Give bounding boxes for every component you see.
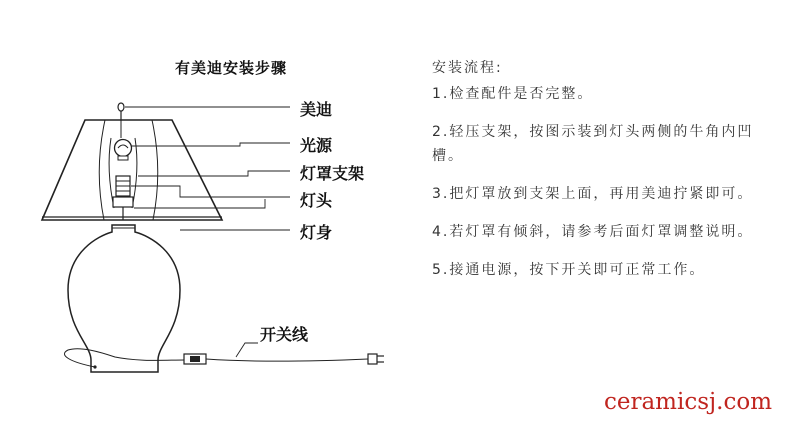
- step-2: 2.轻压支架，按图示装到灯头两侧的牛角内凹槽。: [432, 124, 754, 164]
- switch-icon: [184, 354, 206, 364]
- lamp-body-outline: [68, 225, 180, 372]
- power-cord-inner: [64, 349, 185, 367]
- diagram-title: 有美迪安装步骤: [175, 59, 288, 77]
- shade-inner-right: [152, 120, 158, 220]
- power-cord-outer: [206, 359, 368, 361]
- step-1: 1.检查配件是否完整。: [432, 86, 594, 102]
- step-5: 5.接通电源，按下开关即可正常工作。: [432, 262, 706, 278]
- label-lamp-holder: 灯头: [300, 191, 333, 210]
- leader-lines: [125, 107, 290, 357]
- watermark: ceramicsj.com: [603, 389, 772, 415]
- label-light-source: 光源: [300, 136, 333, 155]
- label-switch-cord: 开关线: [260, 325, 309, 344]
- lamp-holder-icon: [113, 176, 133, 220]
- finial-icon: [118, 103, 124, 121]
- label-lamp-body: 灯身: [300, 223, 333, 242]
- step-3: 3.把灯罩放到支架上面，再用美迪拧紧即可。: [432, 186, 754, 202]
- label-finial: 美迪: [300, 100, 333, 119]
- step-4: 4.若灯罩有倾斜，请参考后面灯罩调整说明。: [432, 224, 754, 240]
- instructions-title: 安装流程:: [432, 60, 503, 76]
- plug-icon: [368, 354, 384, 364]
- instructions-panel: [432, 56, 782, 282]
- shade-inner-left: [99, 120, 105, 220]
- label-shade-bracket: 灯罩支架: [300, 164, 365, 183]
